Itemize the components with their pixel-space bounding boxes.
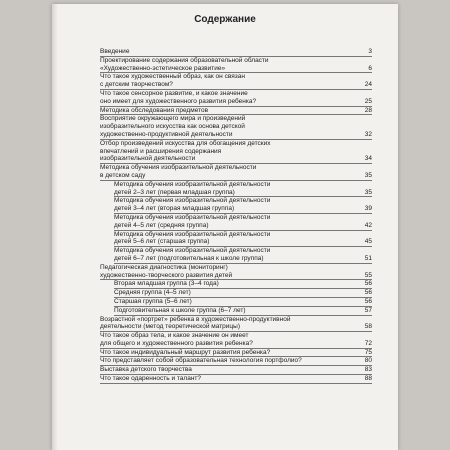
toc-entry-line: Возрастной «портрет» ребенка в художественно-продуктивной — [100, 315, 291, 323]
toc-entry-line: изобразительного искусства как основа детской — [100, 123, 245, 131]
toc-entry — [114, 214, 372, 231]
toc-entry — [100, 332, 372, 349]
toc-page-number: 25 — [364, 97, 372, 105]
toc-page-number: 56 — [364, 280, 372, 288]
toc-page-number: 75 — [364, 348, 372, 356]
toc-entry-line: оно имеет для художественного развития ребенка? — [100, 97, 257, 105]
toc-page-number: 55 — [364, 271, 372, 279]
toc-entry — [114, 289, 372, 298]
toc-entry — [100, 366, 372, 375]
toc-entry-line: «Художественно-эстетическое развитие» — [100, 64, 226, 72]
toc-page-number: 51 — [364, 254, 372, 262]
toc-entry-line: Методика обучения изобразительной деятельности — [100, 164, 257, 172]
toc-entry-line: детей 2–3 лет (первая младшая группа) — [114, 188, 235, 196]
toc-page-number: 56 — [364, 297, 372, 305]
toc-entry — [100, 48, 372, 57]
toc-entry-line: художественно-продуктивной деятельности — [100, 130, 233, 138]
toc-entry-line: изобразительной деятельности — [100, 155, 196, 163]
toc-page-number: 57 — [364, 306, 372, 314]
book-page — [52, 4, 398, 450]
toc-page-number: 35 — [364, 171, 372, 179]
page-title: Содержание — [194, 14, 256, 25]
toc-entry — [100, 357, 372, 366]
toc-page-number: 32 — [364, 130, 372, 138]
toc-entry-line: Методика обучения изобразительной деятельности — [114, 213, 271, 221]
toc-entry-line: Методика обследования предметов — [100, 106, 209, 114]
toc-page-number: 34 — [364, 155, 372, 163]
toc-page-number: 24 — [364, 81, 372, 89]
toc-page-number: 42 — [364, 221, 372, 229]
toc-entry-line: Что такое сенсорное развитие, и какое значение — [100, 89, 248, 97]
toc-entry-line: с детским творчеством? — [100, 81, 173, 89]
toc-entry-line: Педагогическая диагностика (мониторинг) — [100, 263, 228, 271]
toc-entry-line: Восприятие окружающего мира и произведений — [100, 115, 246, 123]
toc-page-number: 72 — [364, 339, 372, 347]
toc-page-number: 88 — [364, 375, 372, 383]
toc-entry-line: детей 4–5 лет (средняя группа) — [114, 221, 209, 229]
toc-page-number: 83 — [364, 366, 372, 374]
toc-entry-line: детей 3–4 лет (вторая младшая группа) — [114, 205, 235, 213]
table-of-contents — [100, 48, 372, 384]
toc-entry — [114, 307, 372, 316]
toc-entry-line: Вторая младшая группа (3–4 года) — [114, 280, 219, 288]
toc-entry — [100, 57, 372, 74]
toc-entry-line: деятельности (метод теоретической матрицы) — [100, 323, 240, 331]
toc-entry-line: Выставка детского творчества — [100, 366, 192, 374]
toc-entry — [100, 316, 372, 333]
toc-entry-line: Введение — [100, 48, 130, 55]
toc-entry-line: детей 5–6 лет (старшая группа) — [114, 238, 210, 246]
toc-entry-line: Методика обучения изобразительной деятельности — [114, 247, 271, 255]
toc-entry — [100, 264, 372, 281]
toc-entry-line: Методика обучения изобразительной деятельности — [114, 180, 271, 188]
toc-entry-line: художественно-творческого развития детей — [100, 271, 233, 279]
toc-page-number: 28 — [364, 106, 372, 114]
toc-entry-line: для общего и художественного развития ребенка? — [100, 339, 253, 347]
toc-page-number: 39 — [364, 205, 372, 213]
toc-entry — [114, 197, 372, 214]
toc-entry-line: Старшая группа (5–6 лет) — [114, 297, 192, 305]
toc-entry-line: Методика обучения изобразительной деятельности — [114, 197, 271, 205]
toc-entry-line: Что такое одаренность и талант? — [100, 375, 201, 383]
toc-entry-line: детей 6–7 лет (подготовительная к школе группа) — [114, 254, 264, 262]
toc-entry-line: Что такое художественный образ, как он связан — [100, 73, 245, 81]
toc-entry-line: впечатлений и расширения содержания — [100, 147, 222, 155]
toc-entry-line: Что представляет собой образовательная технология портфолио? — [100, 357, 302, 365]
toc-entry-line: Что такое образ тела, и какое значение он имеет — [100, 332, 249, 340]
toc-entry — [100, 164, 372, 181]
toc-entry-line: Что такое индивидуальный маршрут развития ребенка? — [100, 348, 271, 356]
toc-page-number: 3 — [368, 48, 372, 55]
toc-entry-line: в детском саду — [100, 171, 146, 179]
toc-page-number: 35 — [364, 188, 372, 196]
toc-entry — [100, 375, 372, 384]
toc-entry — [100, 140, 372, 164]
toc-entry — [100, 90, 372, 107]
toc-entry — [114, 181, 372, 198]
toc-page-number: 45 — [364, 238, 372, 246]
toc-page-number: 6 — [368, 64, 372, 72]
page-spine-shadow — [52, 4, 58, 450]
toc-page-number: 80 — [364, 357, 372, 365]
toc-entry — [114, 247, 372, 264]
toc-entry — [114, 298, 372, 307]
toc-entry — [114, 231, 372, 248]
toc-entry-line: Проектирование содержания образовательной области — [100, 56, 269, 64]
toc-entry — [100, 115, 372, 139]
toc-entry-line: Средняя группа (4–5 лет) — [114, 289, 191, 297]
toc-entry-line: Методика обучения изобразительной деятельности — [114, 230, 271, 238]
toc-entry-line: Подготовительная к школе группа (6–7 лет) — [114, 306, 246, 314]
toc-entry — [100, 73, 372, 90]
toc-entry — [114, 280, 372, 289]
toc-entry-line: Отбор произведений искусства для обогащения детских — [100, 139, 271, 147]
toc-page-number: 58 — [364, 323, 372, 331]
toc-page-number: 56 — [364, 289, 372, 297]
